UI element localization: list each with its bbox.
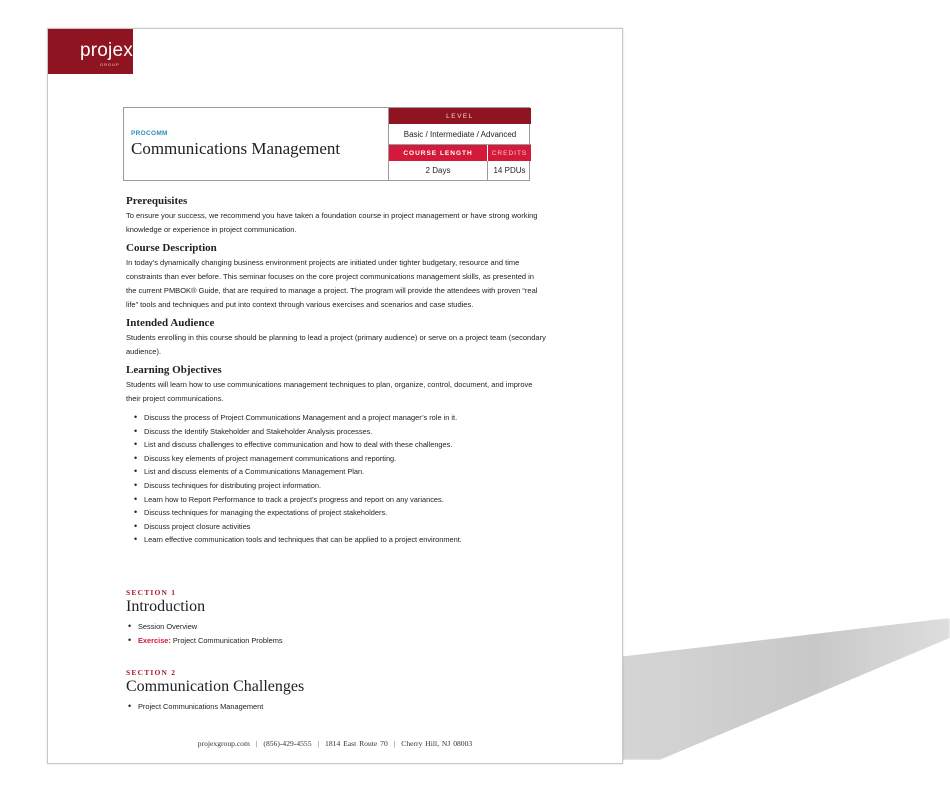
section-1-title: Introduction — [126, 598, 206, 615]
page-shadow — [612, 618, 950, 760]
objectives-list — [126, 411, 546, 547]
list-item: • List and discuss elements of a Communications Management Plan. — [134, 465, 546, 479]
list-item: • Discuss techniques for managing the expectations of project stakeholders. — [134, 506, 546, 520]
prerequisites-text: To ensure your success, we recommend you have taken a foundation course in project management or have strong working knowledge or experience in project communication. — [126, 211, 538, 234]
section-1-list — [126, 620, 283, 647]
section-2 — [126, 668, 304, 714]
objectives-heading: Learning Objectives — [126, 364, 222, 376]
list-item: • Discuss the Identify Stakeholder and Stakeholder Analysis processes. — [134, 425, 546, 439]
section-2-label: SECTION 2 — [126, 668, 177, 677]
list-item: • Project Communications Management — [128, 700, 304, 714]
list-item: • Session Overview — [128, 620, 283, 634]
footer-phone: (856)-429-4555 — [263, 739, 312, 748]
footer-city: Cherry Hill, NJ 08003 — [401, 739, 473, 748]
section-1-label: SECTION 1 — [126, 588, 177, 597]
footer-separator: | — [393, 739, 396, 748]
exercise-text: Project Communication Problems — [170, 635, 283, 645]
credits-value: 14 PDUs — [487, 161, 531, 180]
logo-subtext: GROUP — [100, 62, 120, 67]
description-text: In today’s dynamically changing business environment projects are initiated under tighter budgetary, resource and time constraints than ever before. This seminar focuses on the core project communications management skills, as presented in the current PMBOK® Guide, that are required to manage a project. The program will provide the attendees with proven “real life” tools and techniques and put into context through various exercises and scenarios and case studies. — [126, 258, 538, 309]
footer-website: projexgroup.com — [197, 739, 250, 748]
list-item: • Discuss techniques for distributing project information. — [134, 479, 546, 493]
logo-wordmark: projex — [80, 40, 133, 61]
projex-logo — [48, 29, 133, 74]
section-2-title: Communication Challenges — [126, 678, 305, 695]
exercise-label: Exercise: — [138, 635, 171, 645]
credits-label: CREDITS — [487, 145, 531, 161]
page-footer — [48, 739, 622, 748]
course-title: Communications Management — [131, 139, 341, 158]
footer-separator: | — [317, 739, 320, 748]
description-heading: Course Description — [126, 242, 217, 254]
level-value: Basic / Intermediate / Advanced — [389, 124, 531, 145]
list-item: • Discuss key elements of project management communications and reporting. — [134, 452, 546, 466]
list-item: • Learn how to Report Performance to track a project’s progress and report on any variances. — [134, 493, 546, 507]
audience-heading: Intended Audience — [126, 317, 215, 329]
section-2-list — [126, 700, 304, 714]
audience-text: Students enrolling in this course should be planning to lead a project (primary audience) or serve on a project team (secondary audience). — [126, 333, 546, 356]
list-item: • List and discuss challenges to effective communication and how to deal with these challenges. — [134, 438, 546, 452]
course-code: PROCOMM — [131, 130, 168, 137]
list-item: • Discuss project closure activities — [134, 520, 546, 534]
footer-address: 1814 East Route 70 — [325, 739, 388, 748]
course-info-grid — [388, 108, 531, 180]
footer-separator: | — [255, 739, 258, 748]
course-content — [126, 195, 546, 547]
course-header-box — [123, 107, 530, 181]
list-item — [128, 634, 283, 648]
level-label: LEVEL — [389, 108, 531, 124]
section-1 — [126, 588, 283, 647]
course-length-value: 2 Days — [425, 166, 451, 175]
list-item: • Learn effective communication tools and techniques that can be applied to a project environment. — [134, 533, 546, 547]
document-page — [47, 28, 623, 764]
prerequisites-heading: Prerequisites — [126, 195, 188, 207]
list-item: • Discuss the process of Project Communications Management and a project manager’s role in it. — [134, 411, 546, 425]
course-length-label: COURSE LENGTH — [389, 145, 487, 161]
objectives-text: Students will learn how to use communications management techniques to plan, organize, control, document, and improve their project communications. — [126, 380, 533, 403]
